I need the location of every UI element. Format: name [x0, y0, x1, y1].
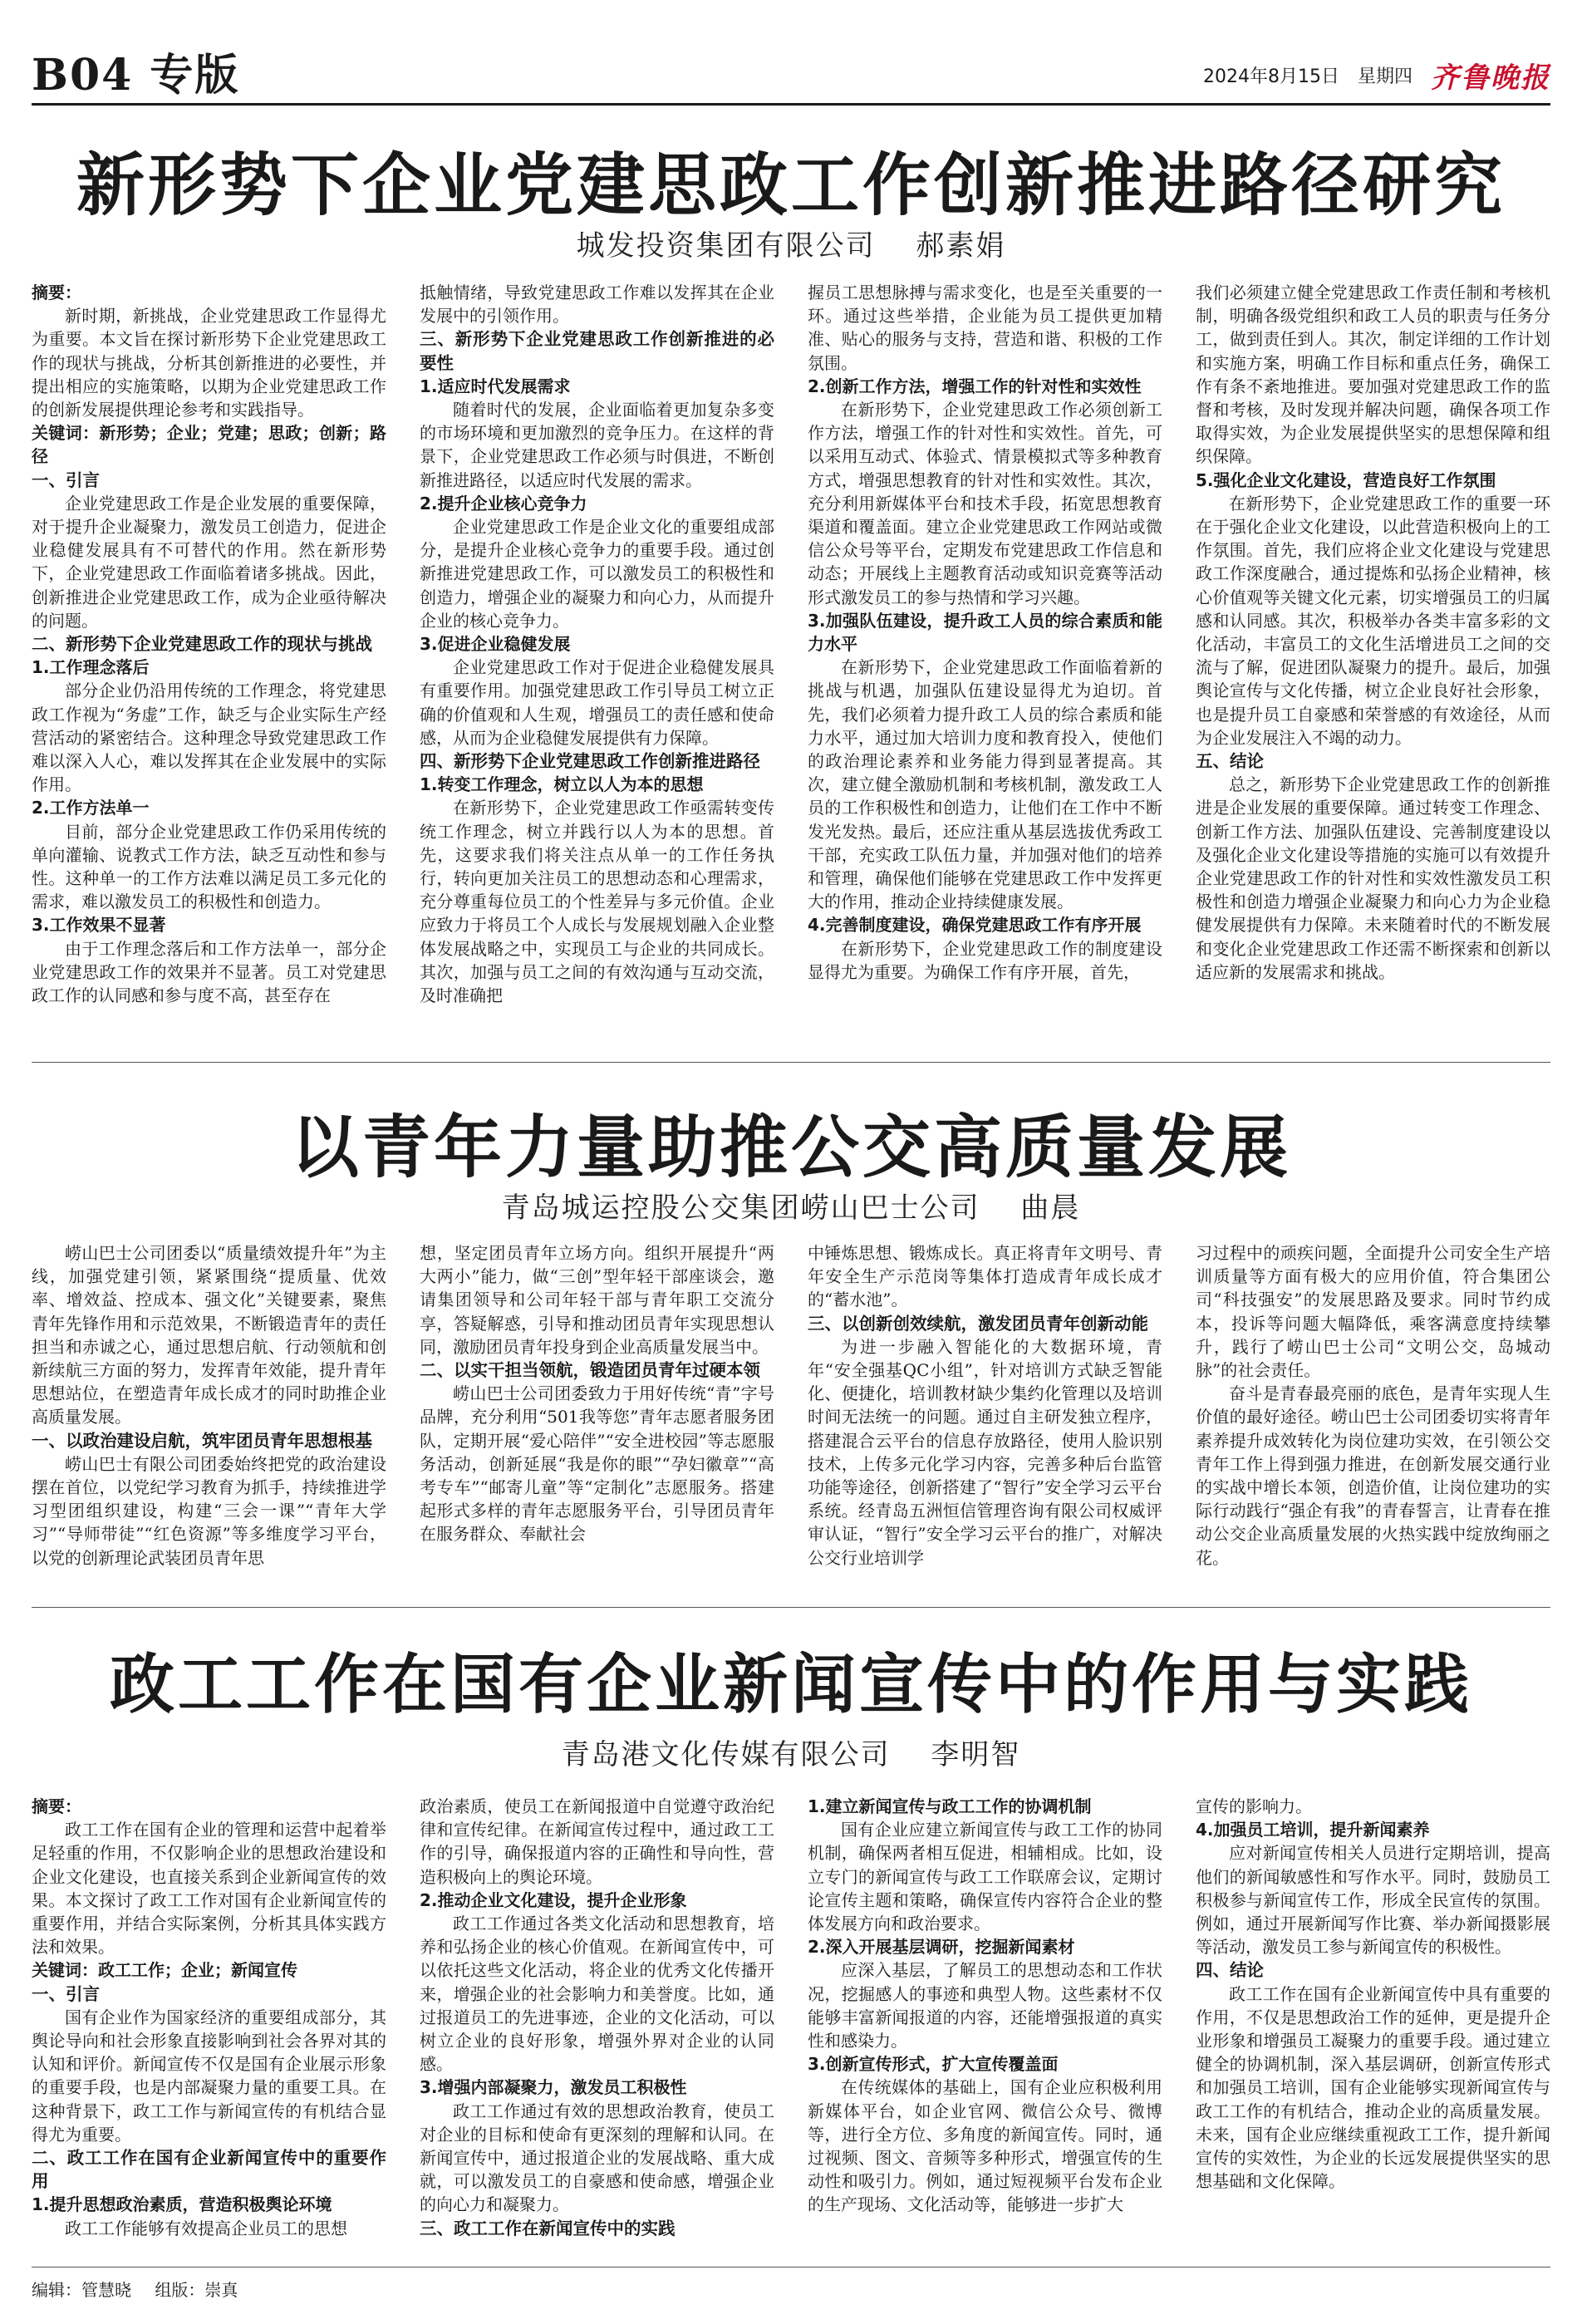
paragraph: 应对新闻宣传相关人员进行定期培训，提高他们的新闻敏感性和写作水平。同时，鼓励员工积极参与新闻宣传工作，形成全民宣传的氛围。例如，通过开展新闻写作比赛、举办新闻摄影展等活动，激发员工参与新闻宣传的积极性。	[1196, 1843, 1550, 1958]
subsection-heading: 1.建立新闻宣传与政工工作的协调机制	[808, 1796, 1092, 1816]
newspaper-logo: 齐鲁晚报	[1431, 61, 1550, 95]
layout-credit: 组版：崇真	[155, 2280, 238, 2300]
paragraph-continued: 宣传的影响力。	[1196, 1796, 1312, 1816]
paragraph: 企业党建思政工作是企业发展的重要保障，对于提升企业凝聚力，激发员工创造力，促进企业稳健发展具有不可替代的作用。然在新形势下，企业党建思政工作面临着诸多挑战。因此，创新推进企业党建思政工作，成为企业亟待解决的问题。	[32, 493, 386, 631]
article1-col3	[808, 281, 1162, 1029]
article2-author: 曲晨	[1020, 1191, 1081, 1225]
section-heading: 二、以实干担当领航，锻造团员青年过硬本领	[420, 1360, 760, 1381]
section-heading: 四、结论	[1196, 1960, 1264, 1981]
section-heading: 一、引言	[32, 1983, 100, 2004]
paragraph-continued: 握员工思想脉搏与需求变化，也是至关重要的一环。通过这些举措，企业能为员工提供更加精准、贴心的服务与支持，营造和谐、积极的工作氛围。	[808, 283, 1162, 373]
article2-col2	[420, 1241, 774, 1590]
subsection-heading: 3.工作效果不显著	[32, 915, 166, 936]
header-rule	[32, 103, 1550, 106]
subsection-heading: 4.完善制度建设，确保党建思政工作有序开展	[808, 915, 1142, 936]
article3-org: 青岛港文化传媒有限公司	[561, 1738, 891, 1771]
article1-org: 城发投资集团有限公司	[576, 229, 876, 263]
paragraph: 总之，新形势下企业党建思政工作的创新推进是企业发展的重要保障。通过转变工作理念、创新工作方法、加强队伍建设、完善制度建设以及强化企业文化建设等措施的实施可以有效提升企业党建思政工作的针对性和实效性激发员工积极性和创造力增强企业凝聚力和向心力为企业稳健发展提供有力保障。未来随着时代的不断发展和变化企业党建思政工作还需不断探索和创新以适应新的发展需求和挑战。	[1196, 774, 1550, 982]
paragraph: 政工工作在国有企业的管理和运营中起着举足轻重的作用，不仅影响企业的思想政治建设和企业文化建设，也直接关系到企业新闻宣传的效果。本文探讨了政工工作对国有企业新闻宣传的重要作用，并结合实际案例，分析其具体实践方法和效果。	[32, 1820, 386, 1958]
paragraph: 企业党建思政工作是企业文化的重要组成部分，是提升企业核心竞争力的重要手段。通过创新推进党建思政工作，可以激发员工的积极性和创造力，增强企业的凝聚力和向心力，从而提升企业的核心竞争力。	[420, 517, 774, 631]
article3-byline	[32, 1732, 1550, 1772]
subsection-heading: 3.加强队伍建设，提升政工人员的综合素质和能力水平	[808, 610, 1162, 655]
paragraph: 崂山巴士有限公司团委始终把党的政治建设摆在首位，以党纪学习教育为抓手，持续推进学习型团组织建设，构建“三会一课”“青年大学习”“导师带徒”“红色资源”等多维度学习平台，以党的创新理论武装团员青年思	[32, 1453, 386, 1568]
article3-author: 李明智	[931, 1738, 1021, 1771]
paragraph: 奋斗是青春最亮丽的底色，是青年实现人生价值的最好途径。崂山巴士公司团委切实将青年素养提升成效转化为岗位建功实效，在引领公交青年工作上得到强力推进，在创新发展交通行业的实战中增长本领，创造价值，让岗位建功的实际行动践行“强企有我”的青春誓言，让青春在推动公交企业高质量发展的火热实践中绽放绚丽之花。	[1196, 1383, 1550, 1568]
article2-col3	[808, 1241, 1162, 1590]
article1-col2	[420, 281, 774, 1029]
subsection-heading: 5.强化企业文化建设，营造良好工作氛围	[1196, 469, 1496, 490]
paragraph: 在新形势下，企业党建思政工作的制度建设显得尤为重要。为确保工作有序开展，首先，	[808, 938, 1162, 982]
subsection-heading: 2.创新工作方法，增强工作的针对性和实效性	[808, 376, 1142, 396]
abstract-label: 摘要：	[32, 283, 81, 302]
section-heading: 二、政工工作在国有企业新闻宣传中的重要作用	[32, 2148, 386, 2192]
paragraph: 应深入基层，了解员工的思想动态和工作状况，挖掘感人的事迹和典型人物。这些素材不仅能够丰富新闻报道的内容，还能增强报道的真实性和感染力。	[808, 1960, 1162, 2051]
subsection-heading: 2.深入开展基层调研，挖掘新闻素材	[808, 1937, 1075, 1958]
paragraph-continued: 习过程中的顽疾问题，全面提升公司安全生产培训质量等方面有极大的应用价值，符合集团公司“科技强安”的发展思路及要求。同时节约成本，投诉等问题大幅降低，乘客满意度持续攀升，践行了崂山巴士公司“文明公交，岛城动脉”的社会责任。	[1196, 1243, 1550, 1381]
page-label: B04 专版	[32, 50, 240, 101]
paragraph-continued: 想，坚定团员青年立场方向。组织开展提升“两大两小”能力，做“三创”型年轻干部座谈会，邀请集团领导和公司年轻干部与青年职工交流分享，答疑解惑，引导和推动团员青年实现思想认同，激励团员青年投身到企业高质量发展当中。	[420, 1243, 774, 1357]
paragraph-continued: 抵触情绪，导致党建思政工作难以发挥其在企业发展中的引领作用。	[420, 283, 774, 327]
paragraph: 在传统媒体的基础上，国有企业应积极利用新媒体平台，如企业官网、微信公众号、微博等，进行全方位、多角度的新闻宣传。同时，通过视频、图文、音频等多种形式，增强宣传的生动性和吸引力。例如，通过短视频平台发布企业的生产现场、文化活动等，能够进一步扩大	[808, 2077, 1162, 2215]
subsection-heading: 3.创新宣传形式，扩大宣传覆盖面	[808, 2054, 1059, 2075]
article1-title: 新形势下企业党建思政工作创新推进路径研究	[76, 145, 1506, 225]
article2-col1	[32, 1241, 386, 1590]
article1-byline	[32, 223, 1550, 263]
section-heading: 五、结论	[1196, 751, 1264, 772]
paragraph-continued: 我们必须建立健全党建思政工作责任制和考核机制，明确各级党组织和政工人员的职责与任务分工，做到责任到人。其次，制定详细的工作计划和实施方案，明确工作目标和重点任务，确保工作有条不紊地推进。要加强对党建思政工作的监督和考核，及时发现并解决问题，确保各项工作取得实效，为企业发展提供坚实的思想保障和组织保障。	[1196, 283, 1550, 467]
masthead-info	[1203, 55, 1550, 96]
article3-col1	[32, 1795, 386, 2256]
article3-col3	[808, 1795, 1162, 2256]
paragraph: 目前，部分企业党建思政工作仍采用传统的单向灌输、说教式工作方法，缺乏互动性和参与性。这种单一的工作方法难以满足员工多元化的需求，难以激发员工的积极性和创造力。	[32, 821, 386, 912]
paragraph: 国有企业应建立新闻宣传与政工工作的协同机制，确保两者相互促进，相辅相成。比如，设立专门的新闻宣传与政工工作联席会议，定期讨论宣传主题和策略，确保宣传内容符合企业的整体发展方向和政治要求。	[808, 1820, 1162, 1934]
section-heading: 一、引言	[32, 469, 100, 490]
article2-body	[32, 1241, 1550, 1590]
article2-title: 以青年力量助推公交高质量发展	[290, 1108, 1291, 1187]
article2-col4	[1196, 1241, 1550, 1590]
paragraph: 国有企业作为国家经济的重要组成部分，其舆论导向和社会形象直接影响到社会各界对其的认知和评价。新闻宣传不仅是国有企业展示形象的重要手段，也是内部凝聚力量的重要工具。在这种背景下，政工工作与新闻宣传的有机结合显得尤为重要。	[32, 2007, 386, 2145]
subsection-heading: 1.提升思想政治素质，营造积极舆论环境	[32, 2194, 332, 2215]
article2-byline	[32, 1185, 1550, 1226]
section-divider	[32, 1607, 1550, 1608]
section-heading: 四、新形势下企业党建思政工作创新推进路径	[420, 751, 760, 772]
section-heading: 三、新形势下企业党建思政工作创新推进的必要性	[420, 329, 774, 373]
paragraph: 崂山巴士公司团委以“质量绩效提升年”为主线，加强党建引领，紧紧围绕“提质量、优效率、增效益、控成本、强文化”关键要素，聚焦青年先锋作用和示范效果，不断锻造青年的责任担当和赤诚之心，通过思想启航、行动领航和创新续航三方面的努力，发挥青年效能，提升青年思想站位，在塑造青年成长成才的同时助推企业高质量发展。	[32, 1243, 386, 1427]
paragraph: 在新形势下，企业党建思政工作必须创新工作方法，增强工作的针对性和实效性。首先，可以采用互动式、体验式、情景模拟式等多种教育方式，增强思想教育的针对性和实效性。其次，充分利用新媒体平台和技术手段，拓宽思想教育渠道和覆盖面。建立企业党建思政工作网站或微信公众号等平台，定期发布党建思政工作信息和动态；开展线上主题教育活动或知识竞赛等活动形式激发员工的参与热情和学习兴趣。	[808, 400, 1162, 607]
paragraph: 新时期，新挑战，企业党建思政工作显得尤为重要。本文旨在探讨新形势下企业党建思政工作的现状与挑战，分析其创新推进的必要性，并提出相应的实施策略，以期为企业党建思政工作的创新发展提供理论参考和实践指导。	[32, 306, 386, 420]
paragraph-continued: 政治素质，使员工在新闻报道中自觉遵守政治纪律和宣传纪律。在新闻宣传过程中，通过政工工作的引导，确保报道内容的正确性和导向性，营造积极向上的舆论环境。	[420, 1796, 774, 1887]
subsection-heading: 3.促进企业稳健发展	[420, 634, 571, 655]
section-heading: 二、新形势下企业党建思政工作的现状与挑战	[32, 634, 372, 655]
section-heading: 一、以政治建设启航，筑牢团员青年思想根基	[32, 1430, 372, 1451]
paragraph: 在新形势下，企业党建思政工作的重要一环在于强化企业文化建设，以此营造积极向上的工作氛围。首先，我们应将企业文化建设与党建思政工作深度融合，通过提炼和弘扬企业精神，核心价值观等关键文化元素，切实增强员工的归属感和认同感。其次，积极举办各类丰富多彩的文化活动，丰富员工的文化生活增进员工之间的交流与了解，促进团队凝聚力的提升。最后，加强舆论宣传与文化传播，树立企业良好社会形象，也是提升员工自豪感和荣誉感的有效途径，从而为企业发展注入不竭的动力。	[1196, 493, 1550, 748]
article1-col1	[32, 281, 386, 1029]
paragraph: 在新形势下，企业党建思政工作亟需转变传统工作理念，树立并践行以人为本的思想。首先，这要求我们将关注点从单一的工作任务执行，转向更加关注员工的思想动态和心理需求，充分尊重每位员工的个性差异与多元价值。企业应致力于将员工个人成长与发展规划融入企业整体发展战略之中，实现员工与企业的共同成长。其次，加强与员工之间的有效沟通与互动交流，及时准确把	[420, 798, 774, 1006]
paragraph: 政工工作能够有效提高企业员工的思想	[65, 2218, 347, 2238]
article1-col4	[1196, 281, 1550, 1029]
issue-date: 2024年8月15日	[1203, 66, 1339, 87]
keywords: 关键词：政工工作；企业；新闻宣传	[32, 1960, 297, 1981]
subsection-heading: 1.工作理念落后	[32, 657, 150, 678]
paragraph: 由于工作理念落后和工作方法单一，部分企业党建思政工作的效果并不显著。员工对党建思政工作的认同感和参与度不高，甚至存在	[32, 938, 386, 1006]
article3-col2	[420, 1795, 774, 2256]
subsection-heading: 2.推动企业文化建设，提升企业形象	[420, 1889, 687, 1910]
paragraph: 政工工作通过有效的思想政治教育，使员工对企业的目标和使命有更深刻的理解和认同。在新闻宣传中，通过报道企业的发展战略、重大成就，可以激发员工的自豪感和使命感，增强企业的向心力和凝聚力。	[420, 2100, 774, 2215]
keywords: 关键词：新形势；企业；党建；思政；创新；路径	[32, 423, 386, 467]
subsection-heading: 1.转变工作理念，树立以人为本的思想	[420, 774, 704, 795]
paragraph-continued: 中锤炼思想、锻炼成长。真正将青年文明号、青年安全生产示范岗等集体打造成青年成长成才的“蓄水池”。	[808, 1243, 1162, 1310]
issue-weekday: 星期四	[1357, 66, 1412, 87]
subsection-heading: 2.提升企业核心竞争力	[420, 493, 587, 513]
paragraph: 部分企业仍沿用传统的工作理念，将党建思政工作视为“务虚”工作，缺乏与企业实际生产经营活动的紧密结合。这种理念导致党建思政工作难以深入人心，难以发挥其在企业发展中的实际作用。	[32, 680, 386, 795]
section-heading: 三、政工工作在新闻宣传中的实践	[420, 2218, 676, 2238]
paragraph: 在新形势下，企业党建思政工作面临着新的挑战与机遇，加强队伍建设显得尤为迫切。首先，我们必须着力提升政工人员的综合素质和能力水平，通过加大培训力度和教育投入，使他们的政治理论素养和业务能力得到显著提高。其次，建立健全激励机制和考核机制，激发政工人员的工作积极性和创造力，让他们在工作中不断发光发热。最后，还应注重从基层选拔优秀政工干部，充实政工队伍力量，并加强对他们的培养和管理，确保他们能够在党建思政工作中发挥更大的作用，推动企业持续健康发展。	[808, 657, 1162, 912]
abstract-label: 摘要：	[32, 1796, 81, 1816]
subsection-heading: 2.工作方法单一	[32, 798, 150, 818]
article3-title: 政工工作在国有企业新闻宣传中的作用与实践	[109, 1647, 1472, 1722]
section-heading: 三、以创新创效续航，激发团员青年创新动能	[808, 1313, 1148, 1334]
section-divider	[32, 1062, 1550, 1063]
paragraph: 政工工作通过各类文化活动和思想教育，培养和弘扬企业的核心价值观。在新闻宣传中，可以依托这些文化活动，将企业的优秀文化传播开来，增强企业的社会影响力和美誉度。比如，通过报道员工的先进事迹，企业的文化活动，可以树立企业的良好形象，增强外界对企业的认同感。	[420, 1914, 774, 2075]
paragraph: 为进一步融入智能化的大数据环境，青年“安全强基QC小组”，针对培训方式缺乏智能化、便捷化，培训教材缺少集约化管理以及培训时间无法统一的问题。通过自主研发独立程序，搭建混合云平台的信息存放路径，使用人脸识别技术，上传多元化学习内容，完善多种后台监管功能等途径，创新搭建了“智行”安全学习云平台系统。经青岛五洲恒信管理咨询有限公司权威评审认证，“智行”安全学习云平台的推广，对解决公交行业培训学	[808, 1336, 1162, 1568]
editor-credit: 编辑：管慧晓	[32, 2280, 131, 2300]
subsection-heading: 4.加强员工培训，提升新闻素养	[1196, 1820, 1430, 1840]
paragraph: 企业党建思政工作对于促进企业稳健发展具有重要作用。加强党建思政工作引导员工树立正确的价值观和人生观，增强员工的责任感和使命感，从而为企业稳健发展提供有力保障。	[420, 657, 774, 748]
article1-author: 郝素娟	[916, 229, 1006, 263]
paragraph: 政工工作在国有企业新闻宣传中具有重要的作用，不仅是思想政治工作的延伸，更是提升企业形象和增强员工凝聚力的重要手段。通过建立健全的协调机制，深入基层调研，创新宣传形式和加强员工培训，国有企业能够实现新闻宣传与政工工作的有机结合，推动企业的高质量发展。未来，国有企业应继续重视政工工作，提升新闻宣传的实效性，为企业的长远发展提供坚实的思想基础和文化保障。	[1196, 1983, 1550, 2192]
subsection-heading: 3.增强内部凝聚力，激发员工积极性	[420, 2077, 687, 2098]
article3-col4	[1196, 1795, 1550, 2256]
paragraph: 随着时代的发展，企业面临着更加复杂多变的市场环境和更加激烈的竞争压力。在这样的背景下，企业党建思政工作必须与时俱进，不断创新推进路径，以适应时代发展的需求。	[420, 400, 774, 490]
paragraph: 崂山巴士公司团委致力于用好传统“青”字号品牌，充分利用“501我等您”青年志愿者服务团队，定期开展“爱心陪伴”“安全进校园”等志愿服务活动，创新延展“我是你的眼”“孕妇徽章”“高考专车”“邮寄儿童”等“定制化”志愿服务。搭建起形式多样的青年志愿服务平台，引导团员青年在服务群众、奉献社会	[420, 1383, 774, 1545]
article3-body	[32, 1795, 1550, 2256]
article2-org: 青岛城运控股公交集团崂山巴士公司	[501, 1191, 980, 1225]
subsection-heading: 1.适应时代发展需求	[420, 376, 571, 396]
article1-body	[32, 281, 1550, 1029]
page-footer	[32, 2277, 256, 2301]
